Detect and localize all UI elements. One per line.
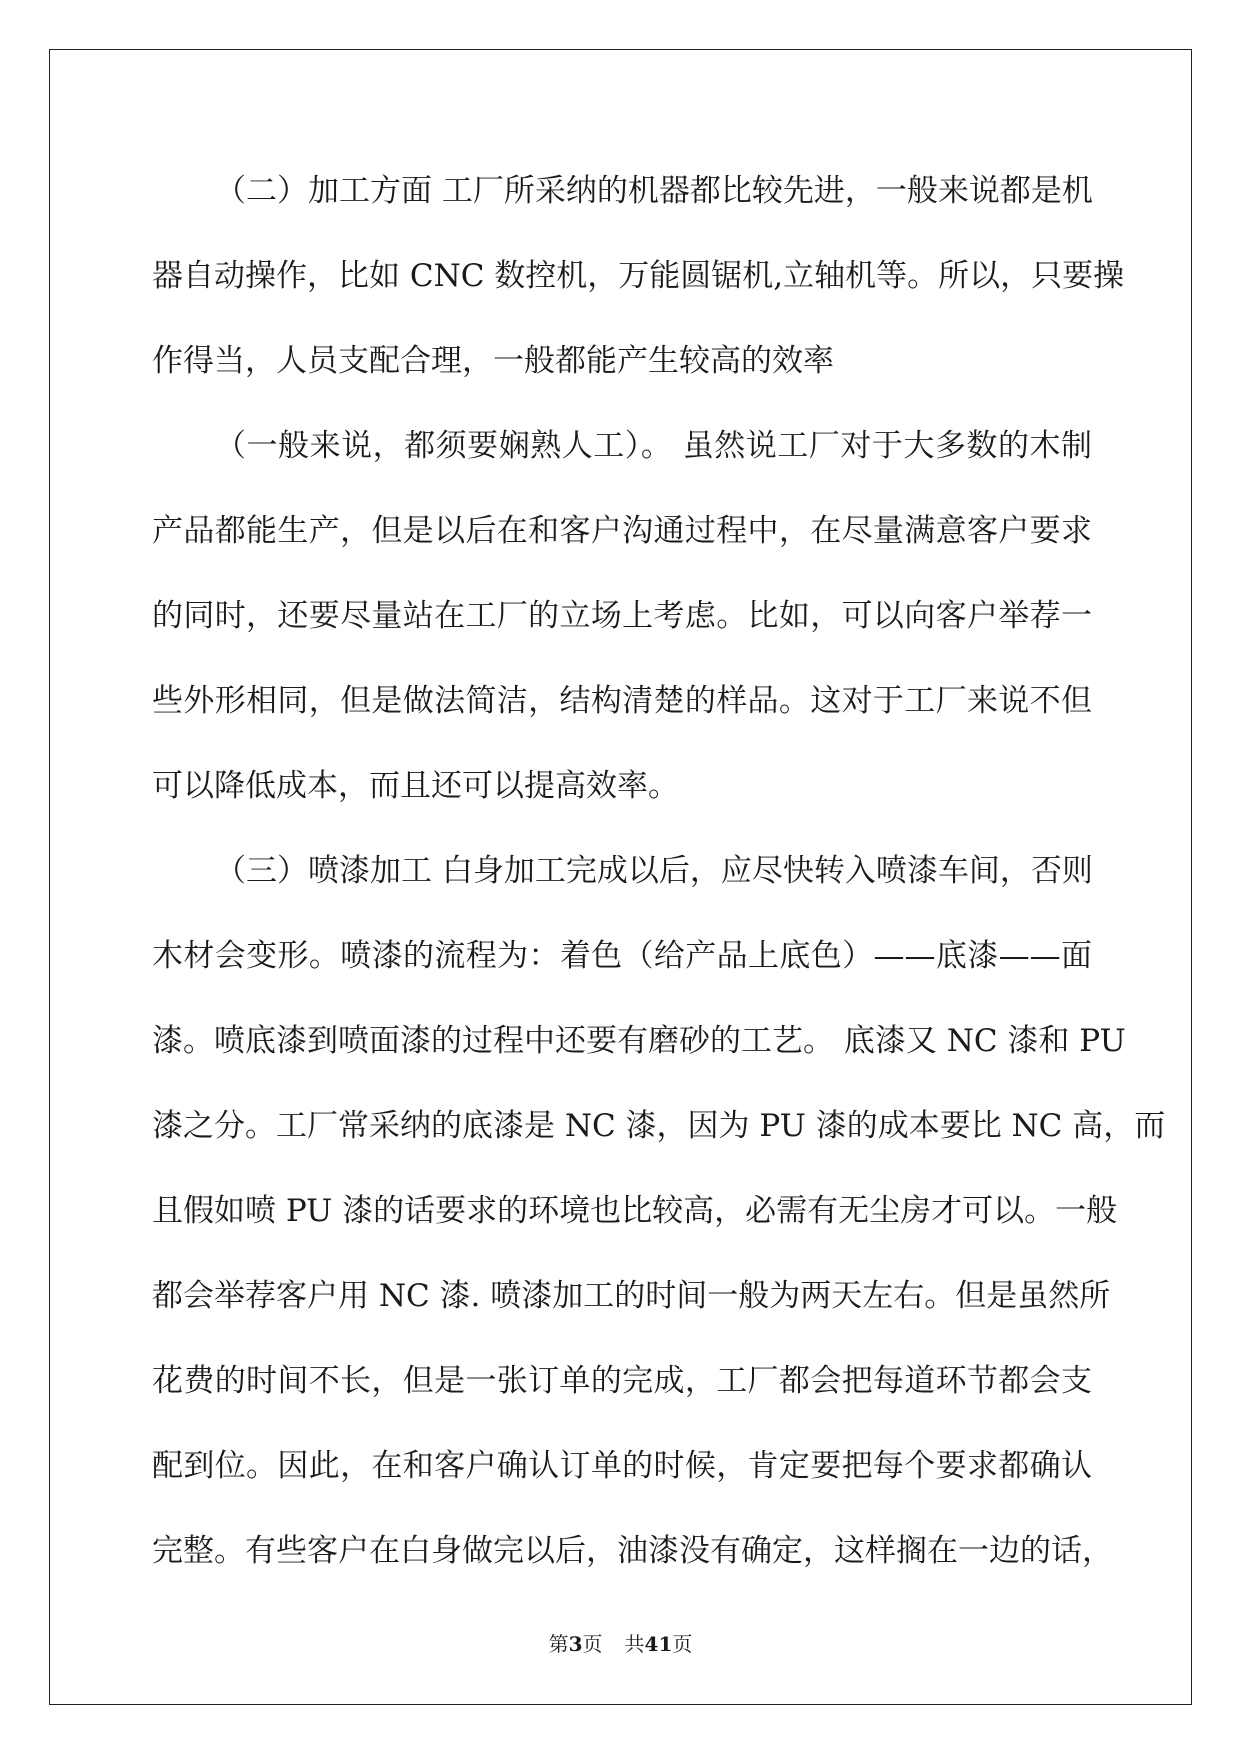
paragraph-line: 器自动操作，比如 CNC 数控机，万能圆锯机,立轴机等。所以，只要操	[152, 258, 1125, 294]
paragraph-line: （一般来说，都须要娴熟人工）。 虽然说工厂对于大多数的木制	[215, 428, 1092, 464]
paragraph-line: 漆。喷底漆到喷面漆的过程中还要有磨砂的工艺。 底漆又 NC 漆和 PU	[152, 1023, 1126, 1059]
paragraph-line: 作得当，人员支配合理，一般都能产生较高的效率	[152, 343, 834, 379]
page-suffix: 页	[582, 1632, 603, 1656]
document-body	[152, 156, 1166, 1601]
page-number: 3	[568, 1632, 583, 1656]
page-prefix: 第	[548, 1632, 569, 1656]
paragraph-line: 配到位。因此，在和客户确认订单的时候，肯定要把每个要求都确认	[152, 1448, 1092, 1484]
paragraph-line: 可以降低成本，而且还可以提高效率。	[152, 768, 679, 804]
paragraph-line: 花费的时间不长，但是一张订单的完成，工厂都会把每道环节都会支	[152, 1363, 1092, 1399]
paragraph-line: 且假如喷 PU 漆的话要求的环境也比较高，必需有无尘房才可以。一般	[152, 1193, 1118, 1229]
page-footer	[0, 1628, 1241, 1657]
paragraph-line: （三）喷漆加工 白身加工完成以后，应尽快转入喷漆车间，否则	[215, 853, 1093, 889]
total-pages: 41	[644, 1632, 673, 1656]
paragraph-line: 产品都能生产，但是以后在和客户沟通过程中，在尽量满意客户要求	[152, 513, 1092, 549]
paragraph-line: 的同时，还要尽量站在工厂的立场上考虑。比如，可以向客户举荐一	[152, 598, 1092, 634]
paragraph-line: （二）加工方面 工厂所采纳的机器都比较先进，一般来说都是机	[215, 173, 1093, 209]
paragraph-line: 木材会变形。喷漆的流程为：着色（给产品上底色）——底漆——面	[152, 938, 1092, 974]
paragraph-line: 些外形相同，但是做法简洁，结构清楚的样品。这对于工厂来说不但	[152, 683, 1092, 719]
total-suffix: 页	[672, 1632, 693, 1656]
paragraph-line: 完整。有些客户在白身做完以后，油漆没有确定，这样搁在一边的话，	[152, 1533, 1113, 1569]
total-prefix: 共	[624, 1632, 645, 1656]
paragraph-line: 漆之分。工厂常采纳的底漆是 NC 漆，因为 PU 漆的成本要比 NC 高，而	[152, 1108, 1166, 1144]
paragraph-line: 都会举荐客户用 NC 漆. 喷漆加工的时间一般为两天左右。但是虽然所	[152, 1278, 1111, 1314]
